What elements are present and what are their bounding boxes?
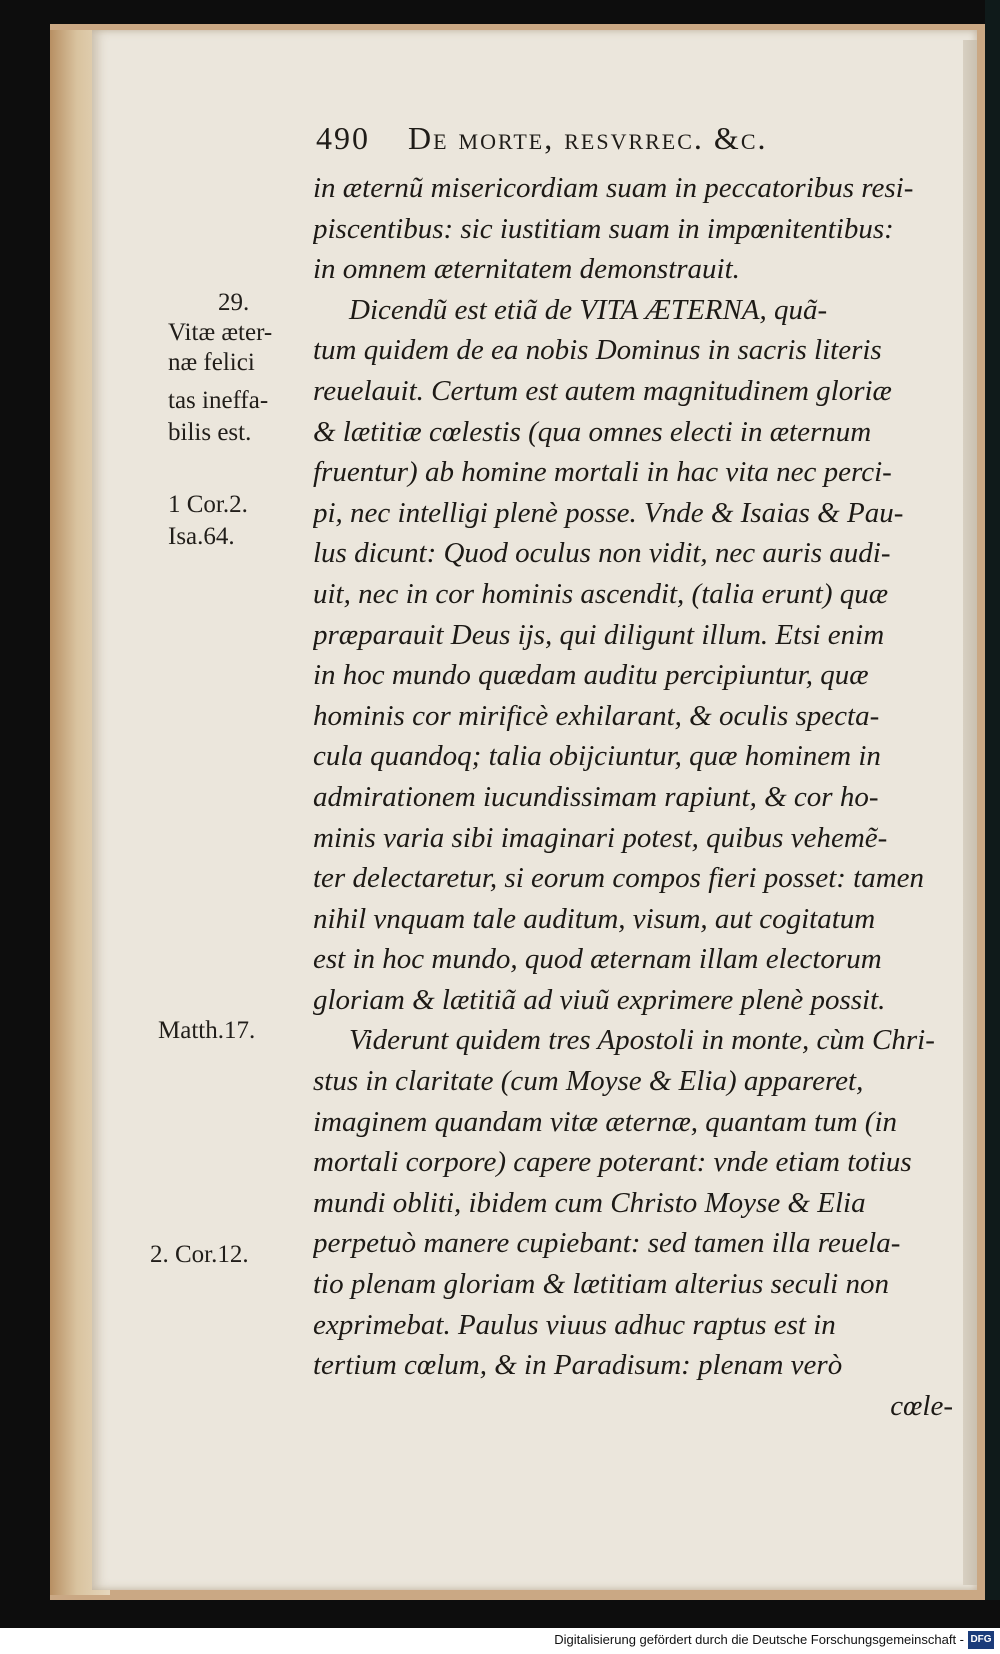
text-line: tio plenam gloriam & lætitiam alterius seculi non (313, 1268, 889, 1301)
text-line: mortali corpore) capere poterant: vnde etiam totius (313, 1146, 912, 1179)
text-line: cœle- (890, 1389, 953, 1422)
text-line: uit, nec in cor hominis ascendit, (talia erunt) quæ (313, 577, 889, 610)
margin-reference-matth: Matth.17. (158, 1017, 256, 1044)
margin-note-line: bilis est. (168, 419, 252, 446)
margin-note-line: tas ineffa- (168, 387, 269, 414)
text-line: nihil vnquam tale auditum, visum, aut cogitatum (313, 902, 876, 935)
text-line: gloriam & lætitiã ad viuũ exprimere plenè possit. (313, 983, 886, 1016)
dfg-logo-icon: DFG (968, 1631, 994, 1649)
margin-note-line: næ felici (168, 349, 255, 376)
scan-background-right (985, 0, 1000, 1600)
text-line: piscentibus: sic iustitiam suam in impœnitentibus: (313, 212, 894, 245)
margin-section-number: 29. (218, 289, 250, 316)
funding-credit: Digitalisierung gefördert durch die Deutsche Forschungsgemeinschaft - (554, 1632, 964, 1647)
margin-reference-isa: Isa.64. (168, 523, 235, 550)
text-line: admirationem iucundissimam rapiunt, & cor ho- (313, 780, 879, 813)
text-line: cula quandoq; talia obijciuntur, quæ hominem in (313, 740, 881, 773)
text-line: est in hoc mundo, quod æternam illam electorum (313, 943, 882, 976)
text-line: in omnem æternitatem demonstrauit. (313, 253, 740, 286)
text-line: tertium cœlum, & in Paradisum: plenam verò (313, 1349, 843, 1382)
running-header (316, 120, 936, 164)
margin-reference-2cor: 2. Cor.12. (150, 1241, 249, 1268)
text-line: præparauit Deus ijs, qui diligunt illum. Etsi enim (313, 618, 885, 651)
main-text-block (313, 168, 953, 1426)
text-line: perpetuò manere cupiebant: sed tamen illa reuela- (313, 1227, 901, 1260)
page-edge-shadow (963, 40, 977, 1585)
text-line: imaginem quandam vitæ æternæ, quantam tum (in (313, 1105, 898, 1138)
text-line: ter delectaretur, si eorum compos fieri posset: tamen (313, 862, 925, 895)
text-line: stus in claritate (cum Moyse & Elia) appareret, (313, 1065, 864, 1098)
text-line: fruentur) ab homine mortali in hac vita nec perci- (313, 456, 892, 489)
margin-note-line: Vitæ æter- (168, 319, 273, 346)
text-line: & lætitiæ cœlestis (qua omnes electi in æternum (313, 415, 872, 448)
text-line: minis varia sibi imaginari potest, quibus vehemẽ- (313, 821, 888, 854)
margin-reference-1cor: 1 Cor.2. (168, 491, 248, 518)
text-line: hominis cor mirificè exhilarant, & oculis specta- (313, 699, 880, 732)
text-line: in hoc mundo quædam auditu percipiuntur, quæ (313, 659, 869, 692)
text-line: pi, nec intelligi plenè posse. Vnde & Isaias & Pau- (313, 496, 904, 529)
digitization-footer (0, 1628, 1000, 1654)
text-line: lus dicunt: Quod oculus non vidit, nec auris audi- (313, 537, 891, 570)
page-number: 490 (316, 120, 370, 156)
text-line: in æternũ misericordiam suam in peccatoribus resi- (313, 172, 914, 204)
text-line: mundi obliti, ibidem cum Christo Moyse & Elia (313, 1186, 866, 1219)
text-line: reuelauit. Certum est autem magnitudinem gloriæ (313, 374, 892, 407)
running-title: De morte, resvrrec. &c. (408, 120, 768, 156)
text-line: exprimebat. Paulus viuus adhuc raptus est in (313, 1308, 836, 1341)
text-line: Dicendũ est etiã de VITA ÆTERNA, quã- (349, 293, 828, 326)
text-line: tum quidem de ea nobis Dominus in sacris literis (313, 334, 882, 367)
text-line: Viderunt quidem tres Apostoli in monte, cùm Chri- (349, 1024, 935, 1057)
